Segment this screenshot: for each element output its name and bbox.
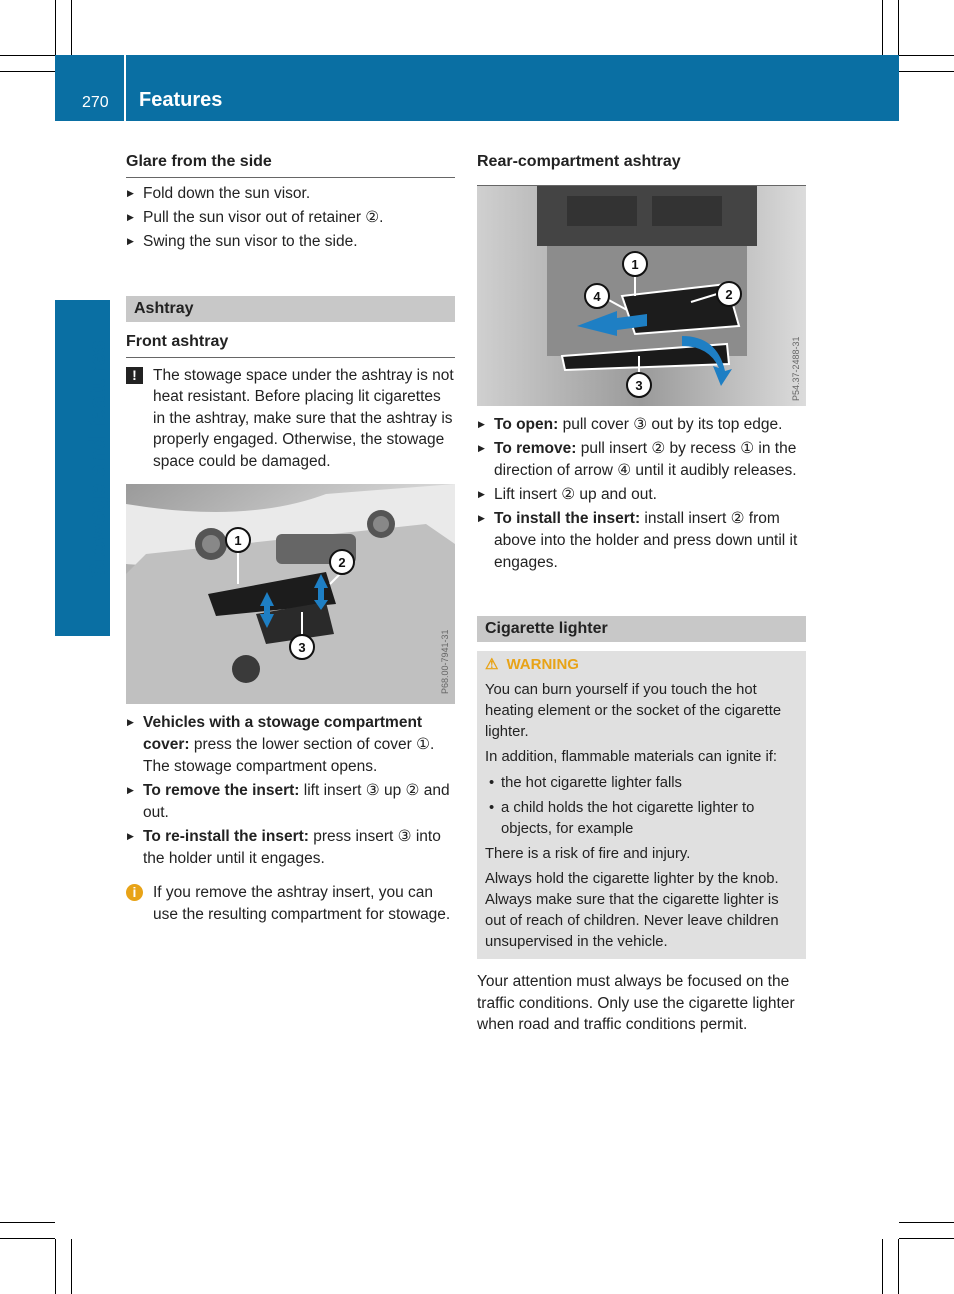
step-item: ▶ Pull the sun visor out of retainer ②. [126, 207, 455, 229]
warning-text: In addition, flammable materials can ignite if: [485, 748, 777, 765]
crop-mark [898, 0, 899, 55]
crop-mark [899, 71, 954, 72]
crop-mark [0, 1222, 55, 1223]
warning-text: You can burn yourself if you touch the hot heating element or the socket of the cigarette lighter. [485, 681, 782, 740]
rear-steps [477, 414, 806, 574]
crop-mark [0, 1238, 55, 1239]
caution-note [126, 365, 455, 473]
step-item: ▶ To remove the insert: lift insert ③ up ② and out. [126, 780, 455, 824]
page-number: 270 [82, 94, 109, 111]
crop-mark [882, 1239, 883, 1294]
warning-text: There is a risk of fire and injury. [485, 845, 691, 862]
chapter-label: Stowage and features [84, 340, 110, 578]
step-item: ▶ Lift insert ② up and out. [477, 484, 806, 506]
crop-mark [0, 71, 55, 72]
header-title: Features [139, 89, 223, 111]
svg-text:1: 1 [234, 533, 242, 549]
svg-text:3: 3 [298, 640, 306, 656]
warning-box [477, 651, 806, 959]
list-item: • the hot cigarette lighter falls [485, 773, 798, 794]
caution-icon: ! [126, 367, 143, 384]
glare-steps [126, 183, 455, 253]
crop-mark [0, 55, 55, 56]
step-item: ▶ To install the insert: install insert ② from above into the holder and press down until it engages. [477, 508, 806, 573]
crop-mark [898, 1239, 899, 1294]
info-note [126, 882, 455, 926]
left-column [126, 151, 455, 926]
step-item: ▶ To re-install the insert: press insert ③ into the holder until it engages. [126, 826, 455, 870]
rear-ashtray-illustration [477, 186, 806, 406]
step-item: ▶ Swing the sun visor to the side. [126, 231, 455, 253]
svg-text:3: 3 [635, 377, 643, 393]
front-ashtray-illustration [126, 484, 455, 704]
rear-ashtray-heading: Rear-compartment ashtray [477, 153, 681, 170]
warning-triangle-icon: ⚠ [485, 655, 499, 673]
front-ashtray-photo [126, 484, 455, 704]
step-item: ▶ To remove: pull insert ② by recess ① in the direction of arrow ④ until it audibly releases. [477, 438, 806, 482]
step-item: ▶ To open: pull cover ③ out by its top edge. [477, 414, 806, 436]
svg-text:2: 2 [725, 286, 733, 302]
svg-text:4: 4 [593, 288, 601, 304]
info-icon: i [126, 884, 143, 901]
warning-bullets [485, 773, 798, 840]
front-steps [126, 712, 455, 870]
section-bar-cigarette-lighter: Cigarette lighter [477, 616, 806, 642]
crop-mark [899, 1222, 954, 1223]
closing-text: Your attention must always be focused on the traffic conditions. Only use the cigarette lighter when road and traffic conditions permit. [477, 972, 795, 1034]
info-text: If you remove the ashtray insert, you can use the resulting compartment for stowage. [153, 884, 451, 923]
crop-mark [55, 1239, 56, 1294]
warning-text: Always hold the cigarette lighter by the knob. Always make sure that the cigarette lighter is out of reach of children. Never leave children unsupervised in the vehicle. [485, 870, 779, 950]
caution-text: The stowage space under the ashtray is not heat resistant. Before placing lit cigarettes in the ashtray, make sure that the ashtray is properly engaged. Otherwise, the stowage space could be damaged. [153, 366, 454, 470]
glare-heading: Glare from the side [126, 151, 455, 178]
front-ashtray-heading: Front ashtray [126, 331, 455, 358]
crop-mark [55, 0, 56, 55]
image-code: P54.37-2488-31 [791, 336, 801, 401]
right-column [477, 151, 806, 1036]
crop-mark [71, 1239, 72, 1294]
step-item: ▶ Vehicles with a stowage compartment cover: press the lower section of cover ①. The stowage compartment opens. [126, 712, 455, 777]
crop-mark [899, 1238, 954, 1239]
svg-text:1: 1 [631, 256, 639, 272]
list-item: • a child holds the hot cigarette lighter to objects, for example [485, 798, 798, 840]
rear-ashtray-photo [477, 185, 806, 406]
crop-mark [71, 0, 72, 55]
image-code: P68.00-7941-31 [440, 629, 450, 695]
svg-text:2: 2 [338, 555, 346, 571]
step-item: ▶ Fold down the sun visor. [126, 183, 455, 205]
section-bar-ashtray: Ashtray [126, 296, 455, 322]
crop-mark [882, 0, 883, 55]
header-divider [124, 55, 126, 121]
warning-heading: ⚠ WARNING [485, 655, 579, 673]
crop-mark [899, 55, 954, 56]
